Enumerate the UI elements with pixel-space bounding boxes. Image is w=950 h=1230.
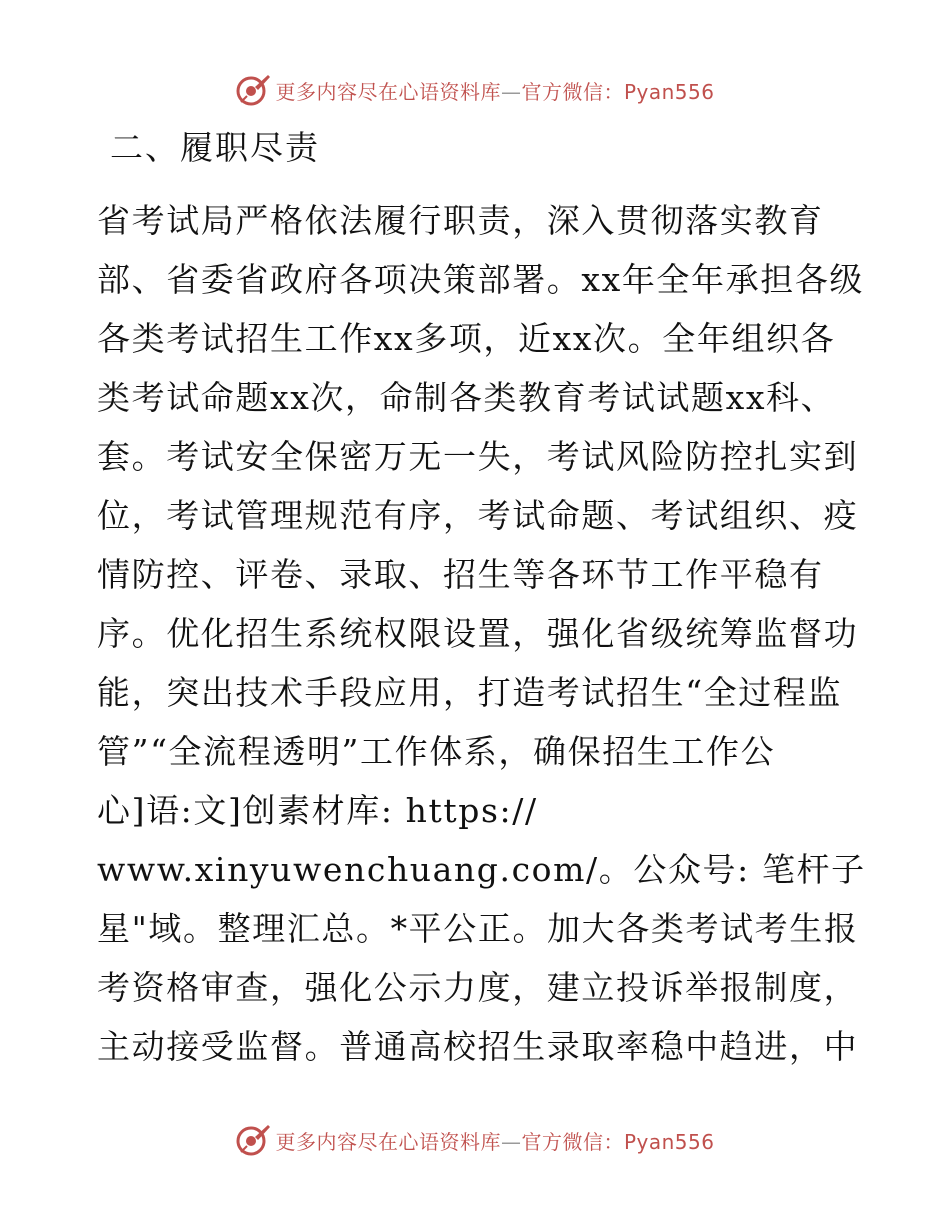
document-body [97,196,877,1081]
body-line: 考资格审查，强化公示力度，建立投诉举报制度， [97,968,859,1007]
body-line: 管”“全流程透明”工作体系，确保招生工作公 [97,732,776,771]
body-line: 省考试局严格依法履行职责，深入贯彻落实教育 [97,201,824,240]
header-separator: — [500,79,522,104]
body-line: 各类考试招生工作xx多项，近xx次。全年组织各 [97,319,836,358]
pen-logo-icon [235,1122,271,1158]
footer-banner-text [275,1126,714,1155]
body-line: 心]语:文]创素材库: https:// [97,791,538,830]
body-line: 序。优化招生系统权限设置，强化省级统筹监督功 [97,614,859,653]
header-banner [0,70,950,110]
footer-wechat-text: 官方微信：Pyan556 [521,1129,715,1154]
header-banner-text [275,76,714,105]
body-line: 类考试命题xx次，命制各类教育考试试题xx科、 [97,378,836,417]
body-line: 主动接受监督。普通高校招生录取率稳中趋进，中 [97,1027,859,1066]
body-line: 部、省委省政府各项决策部署。xx年全年承担各级 [97,260,865,299]
footer-brand-text: 更多内容尽在心语资料库 [275,1129,501,1154]
footer-separator: — [500,1129,522,1154]
body-line: www.xinyuwenchuang.com/。公众号: 笔杆子 [97,850,866,889]
section-heading: 二、履职尽责 [110,128,320,167]
header-wechat-text: 官方微信：Pyan556 [521,79,715,104]
header-brand-text: 更多内容尽在心语资料库 [275,79,501,104]
body-line: 能，突出技术手段应用，打造考试招生“全过程监 [97,673,843,712]
body-line: 位，考试管理规范有序，考试命题、考试组织、疫 [97,496,859,535]
body-line: 星"域。整理汇总。*平公正。加大各类考试考生报 [97,909,859,948]
body-line: 情防控、评卷、录取、招生等各环节工作平稳有 [97,555,824,594]
footer-banner [0,1120,950,1160]
pen-logo-icon [235,72,271,108]
body-line: 套。考试安全保密万无一失，考试风险防控扎实到 [97,437,859,476]
